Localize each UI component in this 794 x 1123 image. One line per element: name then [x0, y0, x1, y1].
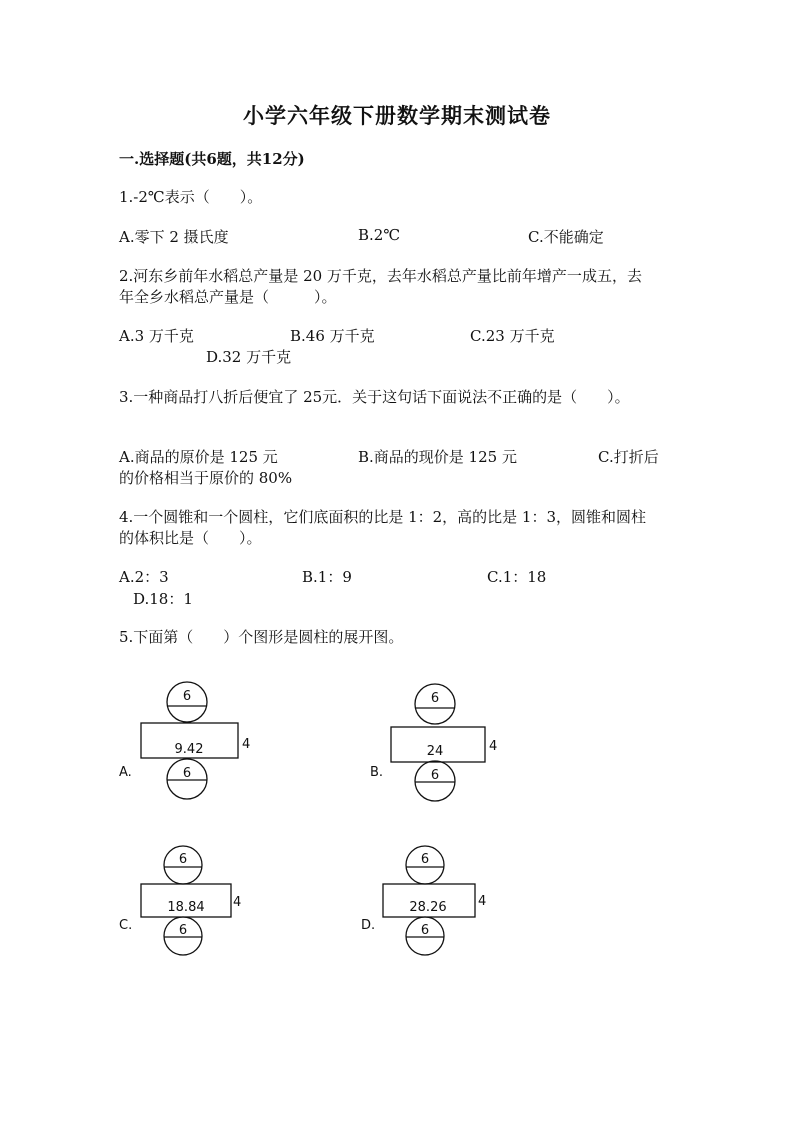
question-1: 1.-2℃表示（ ）。 [119, 188, 263, 206]
q3-option-c: C.打折后 [598, 448, 659, 466]
q2-option-c: C.23 万千克 [470, 327, 555, 345]
q3-option-b: B.商品的现价是 125 元 [358, 448, 517, 466]
figure-b-top-label: 6 [430, 691, 440, 706]
figure-c-height-label: 4 [233, 895, 242, 910]
figure-b-rect-label: 24 [426, 744, 444, 759]
q4-option-b: B.1：9 [302, 568, 352, 586]
q2-option-a: A.3 万千克 [119, 327, 194, 345]
question-4-line-2: 的体积比是（ ）。 [119, 529, 262, 547]
figure-c-rect-label: 18.84 [167, 900, 205, 915]
q4-option-d: D.18：1 [133, 590, 193, 608]
q4-option-a: A.2：3 [119, 568, 169, 586]
page-title: 小学六年级下册数学期末测试卷 [243, 103, 551, 128]
figure-a-net [130, 680, 260, 804]
figure-d-bottom-label: 6 [420, 923, 430, 938]
q2-option-d: D.32 万千克 [206, 348, 292, 366]
q1-option-b: B.2℃ [358, 226, 401, 244]
figure-a-rect-label: 9.42 [174, 742, 204, 757]
q4-option-c: C.1：18 [487, 568, 547, 586]
q3-option-a: A.商品的原价是 125 元 [119, 448, 278, 466]
q1-option-c: C.不能确定 [528, 228, 604, 246]
figure-c-net [130, 845, 260, 969]
figure-c-top-label: 6 [178, 852, 188, 867]
q2-option-b: B.46 万千克 [290, 327, 375, 345]
figure-d-top-label: 6 [420, 852, 430, 867]
figure-c-label: C. [119, 918, 133, 933]
figure-d-rect-label: 28.26 [409, 900, 447, 915]
question-2-line-2: 年全乡水稻总产量是（ ）。 [119, 288, 337, 306]
question-3: 3.一种商品打八折后便宜了 25元．关于这句话下面说法不正确的是（ ）。 [119, 388, 630, 406]
question-5: 5.下面第（ ）个图形是圆柱的展开图。 [119, 628, 404, 646]
section-heading: 一.选择题(共6题，共12分) [119, 150, 305, 168]
question-2-line-1: 2.河东乡前年水稻总产量是 20 万千克，去年水稻总产量比前年增产一成五，去 [119, 267, 642, 285]
figure-d-height-label: 4 [478, 894, 487, 909]
figure-b-net [380, 684, 510, 808]
figure-a-height-label: 4 [242, 737, 251, 752]
figure-d-net [372, 845, 502, 969]
figure-a-bottom-label: 6 [182, 766, 192, 781]
question-4-line-1: 4.一个圆锥和一个圆柱，它们底面积的比是 1：2，高的比是 1：3，圆锥和圆柱 [119, 508, 647, 526]
figure-a-top-label: 6 [182, 689, 192, 704]
figure-a-label: A. [119, 765, 132, 780]
q3-option-c-continued: 的价格相当于原价的 80% [119, 469, 293, 487]
figure-b-label: B. [370, 765, 384, 780]
q1-option-a: A.零下 2 摄氏度 [119, 228, 229, 246]
figure-d-label: D. [361, 918, 376, 933]
figure-b-height-label: 4 [489, 739, 498, 754]
figure-b-bottom-label: 6 [430, 768, 440, 783]
figure-c-bottom-label: 6 [178, 923, 188, 938]
